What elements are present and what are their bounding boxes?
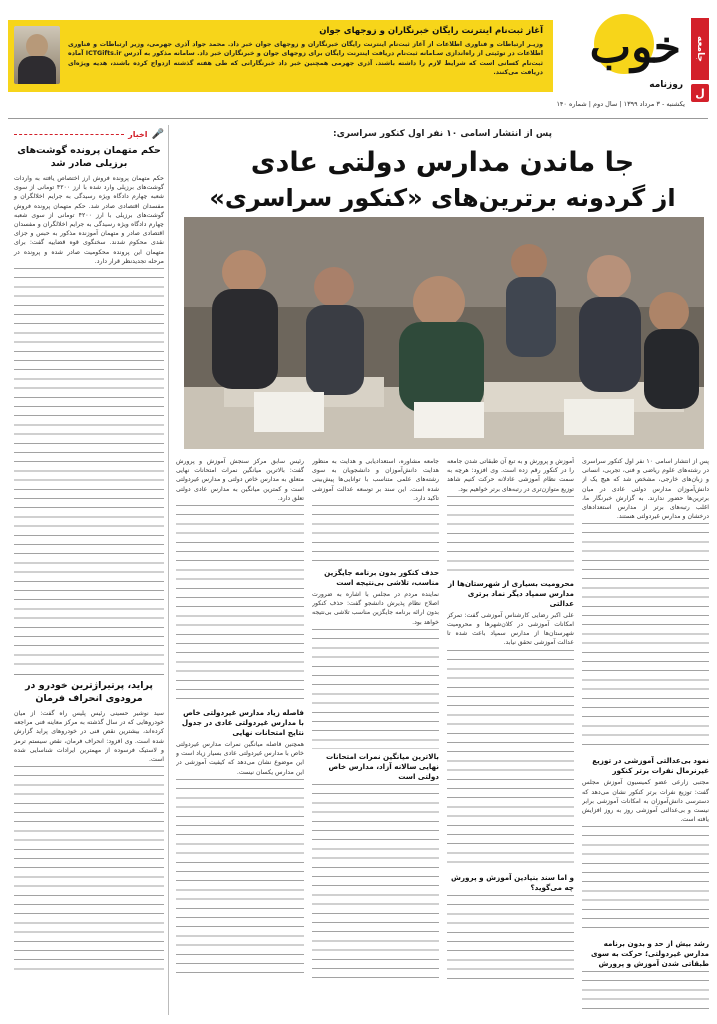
article-col-1 [582, 457, 709, 1012]
sidebar-tag: اخبار [128, 130, 148, 139]
exam-photo-illustration [184, 217, 704, 449]
sidebar-story2-title: پراید، پرتیراژترین خودرو در مرودوی انحراف فرمان [25, 680, 153, 705]
sidebar-story2-body: سید نوشیر حسینی رئیس پلیس راه گفت: از میان خودروهایی که در سال گذشته به مرکز معاینه فنی مراجعه کرده‌اند، بیشترین نقص فنی در خودروهای پراید گزارش شده است. وی افزود: انحراف فرمان، نقص سیستم ترمز و لاستیک فرسوده از مهمترین ایرادات شناسایی شده است. [14, 710, 164, 764]
logo-text: خوب [589, 22, 681, 73]
sidebar-story2 [14, 709, 164, 764]
top-banner [8, 20, 553, 92]
microphone-icon: 🎤 [151, 129, 164, 140]
red-square-icon: ل [691, 84, 709, 102]
col1-body: پس از انتشار اسامی ۱۰ نفر اول کنکور سراسری در رشته‌های علوم ریاضی و فنی، تجربی، انسانی و زبان‌های خارجی، مشخص شد که هیچ یک از دانش‌آموزان مدارس دولتی عادی در میان برترین‌ها حضور ندارند. به گزارش خبرنگار ما، اغلب رتبه‌های برتر از مدارس استعدادهای درخشان و مدارس غیردولتی هستند. [582, 458, 709, 521]
masthead [0, 0, 717, 125]
col3-subhead-1: حذف کنکور بدون برنامه جایگزین مناسب، تلاشی بی‌نتیجه است [324, 568, 439, 588]
headline-line1: جا ماندن مدارس دولتی عادی [250, 147, 635, 178]
section-tab [691, 18, 709, 80]
col4-body: رئیس سابق مرکز سنجش آموزش و پرورش گفت: بالاترین میانگین نمرات امتحانات نهایی متعلق به مدارس خاص دولتی و مدارس غیردولتی است و کمترین میانگین به مدارس عادی دولتی تعلق دارد. [176, 458, 304, 502]
logo-subtitle: روزنامه [649, 80, 683, 90]
col4-subhead-1: فاصله زیاد مدارس غیردولتی خاص با مدارس غیردولتی عادی در جدول نتایج امتحانات نهایی [181, 708, 304, 738]
sidebar-story1 [14, 174, 164, 266]
col4-body-2: همچنین فاصله میانگین نمرات مدارس غیردولتی خاص با مدارس غیردولتی عادی بسیار زیاد است و این موضوع نشان می‌دهد که کیفیت آموزشی در این مدارس یکسان نیست. [176, 741, 304, 776]
section-tab-label: جامعه [695, 36, 705, 62]
col2-body: آموزش و پرورش و به تبع آن طبقاتی شدن جامعه را در کنکور رقم زده است. وی افزود: هرچه به سمت نظام آموزشی عادلانه حرکت کنیم شاهد توزیع متوازن‌تری در رتبه‌های برتر خواهیم بود. [447, 458, 574, 493]
col3-subhead-2: بالاترین میانگین نمرات امتحانات نهایی سالانه آزاد، مدارس خاص دولتی است [326, 751, 439, 781]
main-article [176, 125, 709, 1015]
col2-body-2: علی اکبر رضایی کارشناس آموزشی گفت: تمرکز امکانات آموزشی در کلان‌شهرها و محرومیت شهرستان‌ها از مدارس سمپاد باعث شده تا عدالت آموزشی تحقق نیابد. [447, 611, 574, 647]
col3-body-2: نماینده مردم در مجلس با اشاره به ضرورت اصلاح نظام پذیرش دانشجو گفت: حذف کنکور بدون ارائه برنامه جایگزین مناسب تلاشی بی‌نتیجه خواهد بود. [312, 591, 439, 626]
headline-line2: از گردونه برترین‌های «کنکور سراسری» [209, 184, 676, 212]
sidebar [14, 125, 164, 1015]
col1-subhead-1: نمود بی‌عدالتی آموزشی در توزیع غیرنرمال نفرات برتر کنکور [592, 756, 709, 776]
banner-photo [14, 26, 60, 84]
sidebar-story1-body: حکم متهمان پرونده فروش ارز اختصاص یافته به واردات گوشت‌های برزیلی وارد شده با ارز ۴۲۰۰ تومانی از سوی شعبه چهارم دادگاه ویژه رسیدگی به جرایم اخلالگران و مفسدان اقتصادی صادر شد. حکم متهمان پرونده فروش گوشت‌های برزیلی با ارز ۴۲۰۰ تومانی از سوی شعبه چهارم دادگاه ویژه رسیدگی به جرایم اخلالگران و مفسدان اقتصادی صادر و متهمان آموزنده مذکور به حبس و جزای نقدی محکوم شدند. سخنگوی قوه قضاییه گفت: برای متهمان این پرونده محکومیت صادر شده و پرونده در مرحله تجدیدنظر قرار دارد. [14, 175, 164, 265]
article-col-3 [312, 457, 439, 1012]
col2-subhead-2: و اما سند بنیادین آموزش و پرورش چه می‌گوید؟ [450, 872, 574, 892]
col1-body-2: مجتبی زارعی عضو کمیسیون آموزش مجلس گفت: توزیع نفرات برتر کنکور نشان می‌دهد که دسترسی دانش‌آموزان به امکانات آموزشی برابر نیست و بی‌عدالتی آموزشی روز به روز افزایش یافته است. [582, 779, 709, 824]
banner-body: وزیـر ارتباطات و فناوری اطلاعات از آغاز ثبت‌نام اینترنت رایگان خبرنگاران و زوجهای جوان خبر داد. محمد جواد آذری جهرمی، وزیر ارتباطات و فناوری اطلاعات در توئیتی از راه‌اندازی سـامانه ثبت‌نام دریافت اینترنت رایگان برای زوجهای جوان و خبرنگاران خبر داد. سامانه مذکور به آدرس ICTGifts.ir آماده ثبت‌نام کسانی است که شرایط لازم را داشته باشند. آذری جهرمی همچنین خبر داد خبرنگارانی که طی هفته گذشته ازدواج کرده باشند، هدیه ویژه‌ای دریافت می‌کنند. [68, 41, 543, 76]
article-col-2 [447, 457, 574, 1012]
banner-headline: آغاز ثبت‌نام اینترنت رایگان خبرنگاران و زوجهای جوان [319, 26, 543, 36]
col2-subhead-1: محرومیت بسیاری از شهرستان‌ها از مدارس سمپاد دیگر نماد برتری عدالتی [448, 578, 574, 608]
article-kicker: پس از انتشار اسامی ۱۰ نفر اول کنکور سراسری: [332, 129, 553, 139]
article-col-4 [176, 457, 304, 1012]
logo-area [556, 14, 709, 114]
issue-line: یکشنبه - ۳ مرداد ۱۳۹۹ | سال دوم | شماره ۱۴۰ [556, 100, 685, 108]
sidebar-story1-title: حکم متهمان پرونده گوشت‌های برزیلی صادر شد [17, 145, 161, 169]
col1-subhead-2: رشد بیش از حد و بدون برنامه مدارس غیردولتی؛ حرکت به سوی طبقاتی شدن آموزش و پرورش [590, 939, 709, 969]
article-columns [176, 457, 709, 1012]
exam-photo [184, 217, 704, 449]
col3-body: جامعه مشاوره، استعدادیابی و هدایت به منظور هدایت دانش‌آموزان و دانشجویان به سوی رشته‌های علمی متناسب با توانایی‌ها پیش‌بینی شده است. این سند بر توسعه عدالت آموزشی تاکید دارد. [312, 458, 439, 502]
